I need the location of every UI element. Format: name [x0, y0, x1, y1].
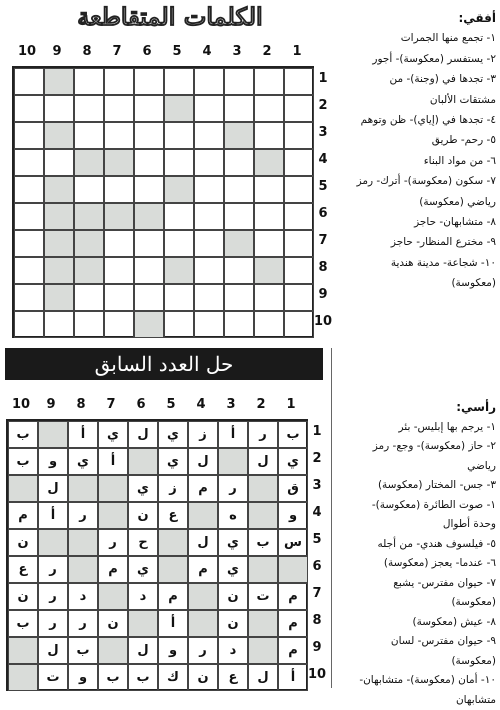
- empty-cell[interactable]: [194, 122, 224, 149]
- solution-cell: ب: [68, 637, 98, 664]
- row-number: 6: [307, 559, 327, 574]
- empty-cell[interactable]: [194, 203, 224, 230]
- solution-cell: ز: [158, 475, 188, 502]
- blocked-cell: [44, 257, 74, 284]
- solution-cell: ل: [128, 637, 158, 664]
- blocked-cell: [224, 230, 254, 257]
- blocked-cell: [8, 664, 38, 691]
- solution-cell: ن: [98, 610, 128, 637]
- row-number: 8: [313, 260, 333, 275]
- solution-cell: ر: [68, 502, 98, 529]
- clue-line: ٨- متشابهان- حاجز: [330, 212, 496, 232]
- solution-cell: ت: [38, 664, 68, 691]
- solution-cell: ي: [128, 556, 158, 583]
- across-clues: [330, 8, 496, 294]
- blocked-cell: [128, 448, 158, 475]
- solution-cell: م: [158, 583, 188, 610]
- solution-cell: ح: [128, 529, 158, 556]
- column-number: 7: [102, 44, 132, 59]
- blocked-cell: [74, 230, 104, 257]
- row-number: 8: [307, 613, 327, 628]
- row-number: 2: [313, 98, 333, 113]
- empty-cell[interactable]: [164, 230, 194, 257]
- empty-cell[interactable]: [104, 176, 134, 203]
- empty-cell[interactable]: [74, 122, 104, 149]
- empty-cell[interactable]: [74, 176, 104, 203]
- solution-cell: ر: [218, 475, 248, 502]
- row-number: 7: [313, 233, 333, 248]
- empty-cell[interactable]: [284, 203, 314, 230]
- row-number: 5: [313, 179, 333, 194]
- clue-line: ٨- عيش (معكوسة): [336, 613, 496, 633]
- blocked-cell: [104, 149, 134, 176]
- blocked-cell: [158, 556, 188, 583]
- solution-cell: ب: [8, 610, 38, 637]
- column-number: 1: [276, 397, 306, 412]
- row-number: 10: [313, 314, 333, 329]
- solution-cell: ل: [128, 421, 158, 448]
- blocked-cell: [164, 95, 194, 122]
- empty-cell[interactable]: [224, 203, 254, 230]
- empty-cell[interactable]: [104, 230, 134, 257]
- column-number: 9: [36, 397, 66, 412]
- empty-cell[interactable]: [194, 176, 224, 203]
- empty-cell[interactable]: [134, 122, 164, 149]
- blocked-cell: [44, 284, 74, 311]
- clue-line: ٩- مخترع المنظار- حاجز: [330, 232, 496, 252]
- column-number: 10: [6, 397, 36, 412]
- solution-cell: س: [278, 529, 308, 556]
- empty-cell[interactable]: [224, 257, 254, 284]
- blocked-cell: [128, 610, 158, 637]
- column-number: 9: [42, 44, 72, 59]
- empty-cell[interactable]: [74, 68, 104, 95]
- empty-cell[interactable]: [74, 311, 104, 338]
- empty-cell[interactable]: [254, 284, 284, 311]
- clue-line: رياضي (معكوسة): [330, 192, 496, 212]
- row-number: 2: [307, 451, 327, 466]
- column-number: 3: [222, 44, 252, 59]
- empty-cell[interactable]: [224, 95, 254, 122]
- blocked-cell: [224, 122, 254, 149]
- empty-cell[interactable]: [14, 68, 44, 95]
- empty-cell[interactable]: [164, 203, 194, 230]
- empty-cell[interactable]: [164, 122, 194, 149]
- solution-cell: ي: [278, 448, 308, 475]
- empty-cell[interactable]: [164, 149, 194, 176]
- empty-cell[interactable]: [284, 230, 314, 257]
- empty-cell[interactable]: [284, 284, 314, 311]
- solution-cell: ي: [218, 529, 248, 556]
- solution-cell: ع: [8, 556, 38, 583]
- column-number: 3: [216, 397, 246, 412]
- empty-cell[interactable]: [224, 311, 254, 338]
- solution-cell: ي: [98, 421, 128, 448]
- solution-cell: م: [278, 637, 308, 664]
- clue-line: ٢- حاز (معكوسة)- وجع- رمز: [336, 437, 496, 457]
- clue-line: مشتقات الألبان: [330, 90, 496, 110]
- empty-cell[interactable]: [284, 311, 314, 338]
- column-number: 6: [126, 397, 156, 412]
- row-number: 3: [313, 125, 333, 140]
- solution-cell: ب: [8, 448, 38, 475]
- solution-cell: ي: [68, 448, 98, 475]
- empty-cell[interactable]: [284, 149, 314, 176]
- clue-line: ١٠- شجاعة- مدينة هندية: [330, 253, 496, 273]
- blocked-cell: [44, 122, 74, 149]
- blocked-cell: [44, 230, 74, 257]
- solution-cell: ن: [128, 502, 158, 529]
- column-number: 6: [132, 44, 162, 59]
- empty-cell[interactable]: [254, 311, 284, 338]
- clue-line: ٥- فيلسوف هندي- من أجله: [336, 535, 496, 555]
- blocked-cell: [44, 68, 74, 95]
- empty-cell[interactable]: [284, 122, 314, 149]
- solution-cell: ع: [158, 502, 188, 529]
- solution-cell: و: [38, 448, 68, 475]
- clue-line: ٢- يستفسر (معكوسة)- أجور: [330, 49, 496, 69]
- empty-cell[interactable]: [44, 149, 74, 176]
- solution-cell: ب: [278, 421, 308, 448]
- solution-cell: ز: [188, 421, 218, 448]
- blocked-cell: [8, 475, 38, 502]
- empty-cell[interactable]: [224, 284, 254, 311]
- blocked-cell: [278, 556, 308, 583]
- row-number: 9: [307, 640, 327, 655]
- section-divider: [331, 348, 332, 688]
- empty-cell[interactable]: [104, 257, 134, 284]
- empty-cell[interactable]: [104, 284, 134, 311]
- clue-line: ٥- رحم- طريق: [330, 130, 496, 150]
- solution-cell: د: [218, 637, 248, 664]
- solution-cell: ب: [98, 664, 128, 691]
- blocked-cell: [98, 583, 128, 610]
- empty-cell[interactable]: [254, 176, 284, 203]
- empty-cell[interactable]: [14, 311, 44, 338]
- solution-cell: ع: [218, 664, 248, 691]
- solution-cell: ر: [38, 583, 68, 610]
- blocked-cell: [68, 475, 98, 502]
- blocked-cell: [68, 529, 98, 556]
- blocked-cell: [98, 637, 128, 664]
- row-number: 9: [313, 287, 333, 302]
- column-number: 2: [252, 44, 282, 59]
- empty-cell[interactable]: [14, 284, 44, 311]
- blocked-cell: [98, 475, 128, 502]
- row-number: 10: [307, 667, 327, 682]
- row-number: 6: [313, 206, 333, 221]
- empty-cell[interactable]: [254, 95, 284, 122]
- solution-cell: أ: [68, 421, 98, 448]
- solution-cell: ت: [248, 583, 278, 610]
- clue-line: ٧- سكون (معكوسة)- أترك- رمز: [330, 171, 496, 191]
- blocked-cell: [8, 637, 38, 664]
- empty-cell[interactable]: [284, 68, 314, 95]
- empty-cell[interactable]: [164, 311, 194, 338]
- row-number: 7: [307, 586, 327, 601]
- empty-cell[interactable]: [284, 176, 314, 203]
- row-number: 3: [307, 478, 327, 493]
- solution-cell: أ: [158, 610, 188, 637]
- column-number: 10: [12, 44, 42, 59]
- column-number: 8: [66, 397, 96, 412]
- empty-cell[interactable]: [194, 68, 224, 95]
- blocked-cell: [254, 149, 284, 176]
- blocked-cell: [38, 529, 68, 556]
- empty-cell[interactable]: [164, 284, 194, 311]
- solution-cell: أ: [278, 664, 308, 691]
- blocked-cell: [218, 448, 248, 475]
- empty-cell[interactable]: [194, 311, 224, 338]
- solution-cell: ر: [188, 637, 218, 664]
- solution-cell: د: [128, 583, 158, 610]
- empty-cell[interactable]: [44, 95, 74, 122]
- previous-solution-banner: حل العدد السابق: [5, 348, 323, 380]
- solution-cell: ق: [278, 475, 308, 502]
- solution-cell: و: [68, 664, 98, 691]
- empty-cell[interactable]: [254, 230, 284, 257]
- empty-cell[interactable]: [134, 230, 164, 257]
- solution-cell: م: [98, 556, 128, 583]
- solution-cell: ر: [38, 610, 68, 637]
- down-heading: رأسي:: [336, 398, 496, 418]
- empty-cell[interactable]: [14, 257, 44, 284]
- column-number: 5: [162, 44, 192, 59]
- solution-cell: ر: [68, 610, 98, 637]
- empty-cell[interactable]: [14, 230, 44, 257]
- empty-cell[interactable]: [134, 176, 164, 203]
- clue-line: (معكوسة): [336, 593, 496, 613]
- blocked-cell: [44, 176, 74, 203]
- blocked-cell: [254, 257, 284, 284]
- solution-cell: ي: [128, 475, 158, 502]
- solution-cell: ن: [8, 529, 38, 556]
- row-number: 5: [307, 532, 327, 547]
- solution-cell: ب: [248, 529, 278, 556]
- blocked-cell: [188, 502, 218, 529]
- solution-cell: م: [278, 583, 308, 610]
- solution-cell: د: [68, 583, 98, 610]
- row-number: 4: [313, 152, 333, 167]
- empty-cell[interactable]: [104, 122, 134, 149]
- column-number: 1: [282, 44, 312, 59]
- solution-cell: ل: [188, 529, 218, 556]
- empty-cell[interactable]: [194, 95, 224, 122]
- empty-cell[interactable]: [134, 68, 164, 95]
- solution-cell: ه: [218, 502, 248, 529]
- empty-cell[interactable]: [134, 284, 164, 311]
- solution-cell: ب: [8, 421, 38, 448]
- solution-cell: ن: [8, 583, 38, 610]
- blocked-cell: [74, 203, 104, 230]
- top-column-numbers: [12, 44, 312, 60]
- empty-cell[interactable]: [44, 311, 74, 338]
- empty-cell[interactable]: [134, 257, 164, 284]
- solution-cell: أ: [218, 421, 248, 448]
- blocked-cell: [44, 203, 74, 230]
- column-number: 4: [192, 44, 222, 59]
- empty-cell[interactable]: [104, 95, 134, 122]
- empty-cell[interactable]: [224, 149, 254, 176]
- blocked-cell: [74, 257, 104, 284]
- solution-cell: ل: [248, 664, 278, 691]
- solution-cell: م: [8, 502, 38, 529]
- blocked-cell: [158, 529, 188, 556]
- empty-cell[interactable]: [284, 257, 314, 284]
- blocked-cell: [38, 421, 68, 448]
- empty-cell[interactable]: [14, 176, 44, 203]
- solution-cell: ب: [128, 664, 158, 691]
- solution-cell: و: [158, 637, 188, 664]
- clue-line: ١- صوت الطائرة (معكوسة)-: [336, 496, 496, 516]
- column-number: 4: [186, 397, 216, 412]
- clue-line: (معكوسة): [336, 652, 496, 672]
- blocked-cell: [134, 311, 164, 338]
- blocked-cell: [104, 203, 134, 230]
- crossword-puzzle-grid: [12, 66, 314, 338]
- clue-line: وحدة أطوال: [336, 515, 496, 535]
- empty-cell[interactable]: [104, 68, 134, 95]
- empty-cell[interactable]: [194, 257, 224, 284]
- blocked-cell: [248, 556, 278, 583]
- crossword-title: الكلمات المتقاطعة: [10, 0, 330, 34]
- clue-line: ١- تجمع منها الجمرات: [330, 28, 496, 48]
- blocked-cell: [188, 610, 218, 637]
- empty-cell[interactable]: [224, 68, 254, 95]
- clue-line: ٦- عندما- يعجز (معكوسة): [336, 554, 496, 574]
- clue-line: ٦- من مواد البناء: [330, 151, 496, 171]
- solution-cell: ك: [158, 664, 188, 691]
- row-number: 4: [307, 505, 327, 520]
- bottom-row-numbers: [307, 419, 327, 691]
- solution-cell: و: [278, 502, 308, 529]
- empty-cell[interactable]: [104, 311, 134, 338]
- empty-cell[interactable]: [14, 149, 44, 176]
- empty-cell[interactable]: [74, 284, 104, 311]
- solution-grid: [6, 419, 308, 691]
- empty-cell[interactable]: [194, 149, 224, 176]
- clue-line: ١٠- أمان (معكوسة)- متشابهان-: [336, 671, 496, 691]
- clue-line: ٣- جس- المختار (معكوسة): [336, 476, 496, 496]
- row-number: 1: [313, 71, 333, 86]
- clue-line: ١- يرجم بها إبليس- بئر: [336, 418, 496, 438]
- clue-line: (معكوسة): [330, 273, 496, 293]
- row-number: 1: [307, 424, 327, 439]
- clue-line: ٩- حيوان مفترس- لسان: [336, 632, 496, 652]
- solution-cell: ن: [188, 664, 218, 691]
- solution-cell: ن: [218, 610, 248, 637]
- solution-cell: م: [188, 475, 218, 502]
- empty-cell[interactable]: [164, 68, 194, 95]
- bottom-column-numbers: [6, 397, 306, 413]
- solution-cell: ي: [158, 448, 188, 475]
- blocked-cell: [248, 475, 278, 502]
- empty-cell[interactable]: [194, 230, 224, 257]
- empty-cell[interactable]: [254, 203, 284, 230]
- blocked-cell: [164, 176, 194, 203]
- solution-cell: ل: [188, 448, 218, 475]
- solution-cell: ي: [218, 556, 248, 583]
- empty-cell[interactable]: [194, 284, 224, 311]
- column-number: 7: [96, 397, 126, 412]
- solution-cell: ن: [218, 583, 248, 610]
- column-number: 8: [72, 44, 102, 59]
- empty-cell[interactable]: [224, 176, 254, 203]
- empty-cell[interactable]: [14, 203, 44, 230]
- blocked-cell: [68, 556, 98, 583]
- clue-line: ٤- تجدها في (إياي)- ظن وتوهم: [330, 110, 496, 130]
- blocked-cell: [248, 637, 278, 664]
- blocked-cell: [248, 610, 278, 637]
- solution-cell: ر: [98, 529, 128, 556]
- empty-cell[interactable]: [14, 95, 44, 122]
- solution-cell: م: [188, 556, 218, 583]
- solution-cell: ل: [38, 475, 68, 502]
- blocked-cell: [164, 257, 194, 284]
- clue-line: متشابهان: [336, 691, 496, 710]
- blocked-cell: [188, 583, 218, 610]
- column-number: 2: [246, 397, 276, 412]
- empty-cell[interactable]: [14, 122, 44, 149]
- solution-cell: أ: [38, 502, 68, 529]
- solution-cell: ر: [248, 421, 278, 448]
- down-clues: [336, 398, 496, 710]
- solution-cell: ل: [38, 637, 68, 664]
- solution-cell: م: [278, 610, 308, 637]
- clue-line: رياضي: [336, 457, 496, 477]
- empty-cell[interactable]: [254, 122, 284, 149]
- empty-cell[interactable]: [74, 95, 104, 122]
- blocked-cell: [98, 502, 128, 529]
- empty-cell[interactable]: [254, 68, 284, 95]
- empty-cell[interactable]: [134, 149, 164, 176]
- solution-cell: ي: [158, 421, 188, 448]
- solution-cell: أ: [98, 448, 128, 475]
- across-heading: أفقي:: [330, 8, 496, 28]
- column-number: 5: [156, 397, 186, 412]
- solution-cell: ر: [38, 556, 68, 583]
- blocked-cell: [248, 502, 278, 529]
- empty-cell[interactable]: [284, 95, 314, 122]
- empty-cell[interactable]: [134, 95, 164, 122]
- blocked-cell: [74, 149, 104, 176]
- blocked-cell: [134, 203, 164, 230]
- clue-line: ٣- تجدها في (وجنة)- من: [330, 69, 496, 89]
- clue-line: ٧- حيوان مفترس- يشبع: [336, 574, 496, 594]
- solution-cell: ل: [248, 448, 278, 475]
